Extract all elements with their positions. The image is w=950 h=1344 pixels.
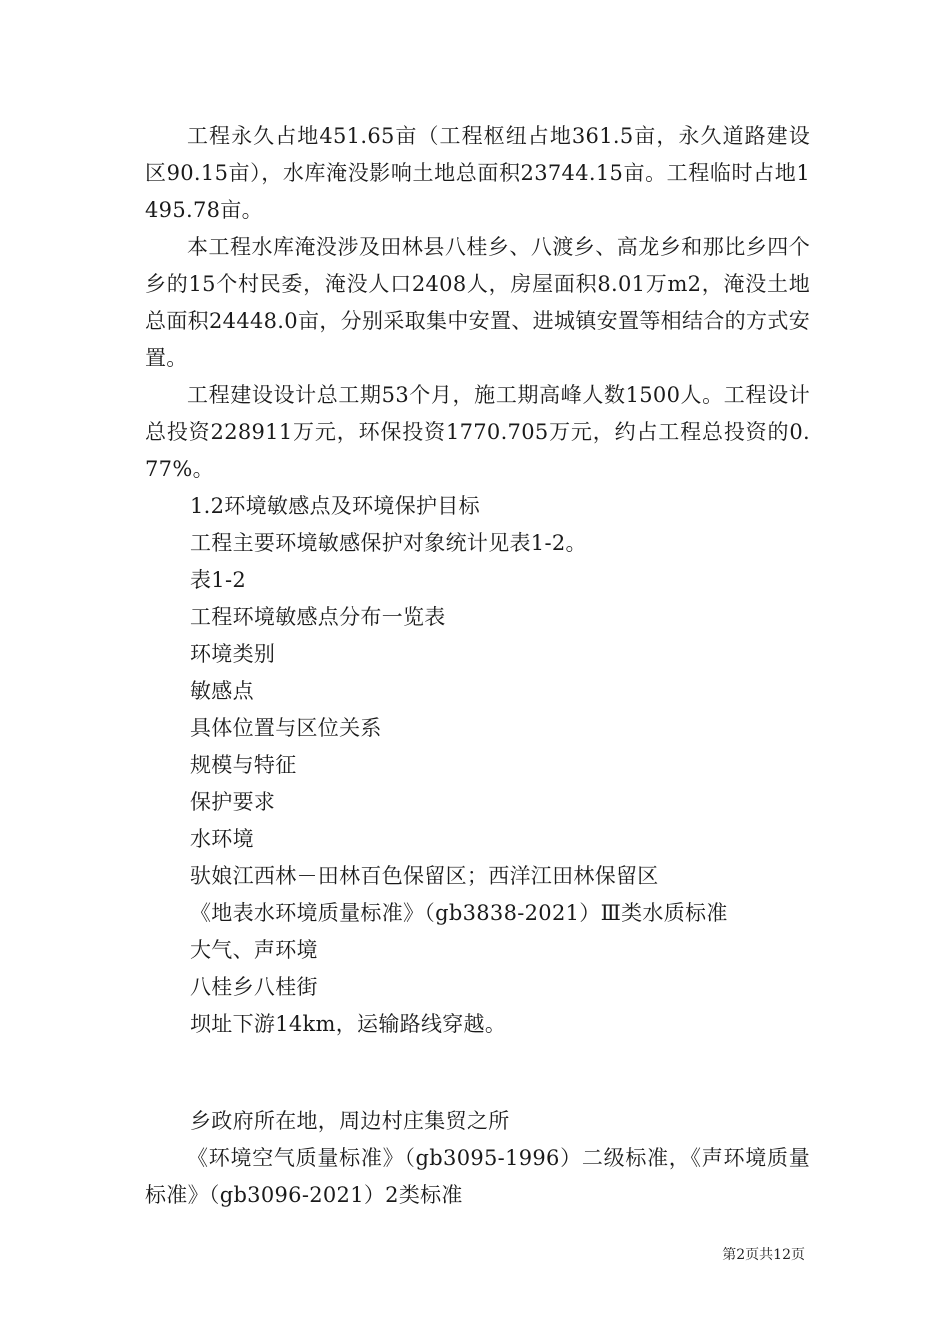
document-body: [145, 118, 810, 1214]
paragraph-schedule-investment: 工程建设设计总工期53个月，施工期高峰人数1500人。工程设计总投资228911万元，环保投资1770.705万元，约占工程总投资的0.77%。: [145, 383, 810, 481]
table-header-location: 具体位置与区位关系: [190, 716, 382, 740]
section-heading: 1.2环境敏感点及环境保护目标: [190, 494, 480, 518]
table-header-scale: 规模与特征: [190, 753, 297, 777]
table-cell-air-category: 大气、声环境: [190, 938, 318, 962]
table-number: 表1-2: [190, 568, 247, 592]
table-cell-water-category: 水环境: [190, 827, 254, 851]
table-cell-air-scale: 乡政府所在地，周边村庄集贸之所: [190, 1109, 510, 1133]
table-title: 工程环境敏感点分布一览表: [190, 605, 446, 629]
page-number: 第2页共12页: [722, 1247, 805, 1263]
table-header-requirement: 保护要求: [190, 790, 276, 814]
table-cell-air-location: 坝址下游14km，运输路线穿越。: [190, 1012, 507, 1036]
table-reference: 工程主要环境敏感保护对象统计见表1-2。: [190, 531, 587, 555]
table-cell-air-standard: 《环境空气质量标准》（gb3095-1996）二级标准，《声环境质量标准》（gb3096-2021）2类标准: [145, 1146, 810, 1207]
spacer: [145, 1043, 810, 1103]
paragraph-inundation: 本工程水库淹没涉及田林县八桂乡、八渡乡、高龙乡和那比乡四个乡的15个村民委，淹没人口2408人，房屋面积8.01万m2，淹没土地总面积24448.0亩，分别采取集中安置、进城镇安置等相结合的方式安置。: [145, 235, 810, 370]
table-header-category: 环境类别: [190, 642, 276, 666]
table-header-sensitive-point: 敏感点: [190, 679, 254, 703]
paragraph-land-use: 工程永久占地451.65亩（工程枢纽占地361.5亩，永久道路建设区90.15亩），水库淹没影响土地总面积23744.15亩。工程临时占地1495.78亩。: [145, 124, 810, 222]
table-cell-water-standard: 《地表水环境质量标准》（gb3838-2021）Ⅲ类水质标准: [190, 901, 728, 925]
table-cell-water-points: 驮娘江西林－田林百色保留区；西洋江田林保留区: [190, 864, 659, 888]
table-cell-air-point: 八桂乡八桂街: [190, 975, 318, 999]
